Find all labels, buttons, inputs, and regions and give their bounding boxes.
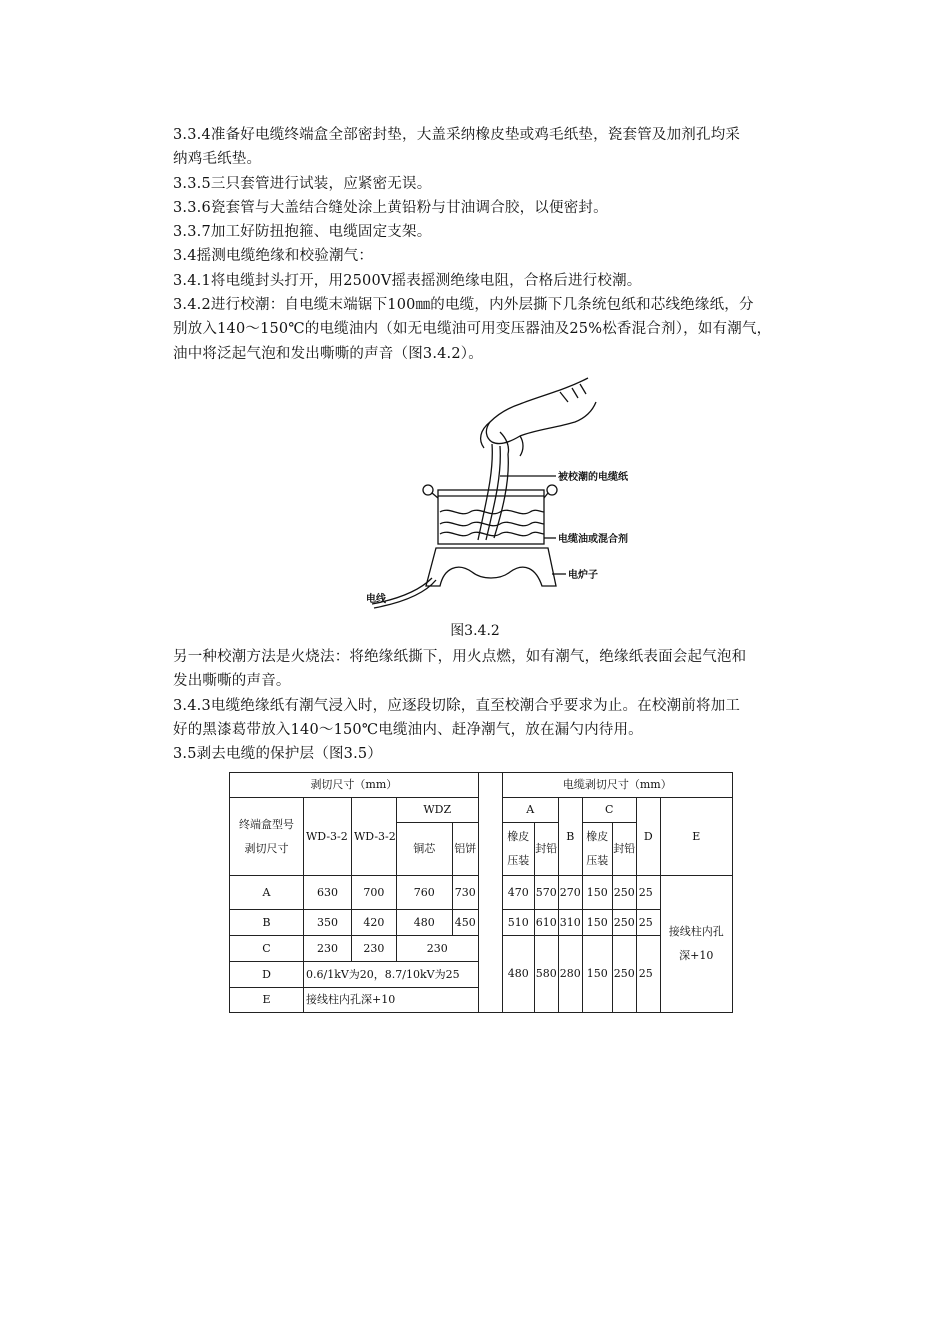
table-cell: 450 [452, 910, 478, 936]
paragraph-line: 3.4.2进行校潮：自电缆末端锯下100㎜的电缆，内外层撕下几条统包纸和芯线绝缘纸，分 [173, 297, 754, 314]
paragraph-line: 3.3.4准备好电缆终端盒全部密封垫，大盖采纳橡皮垫或鸡毛纸垫，瓷套管及加剂孔均采 [173, 127, 741, 143]
col-e: E [660, 798, 732, 876]
c-seal-header: 封铅 [612, 823, 636, 876]
table-cell: 610 [534, 910, 558, 936]
table-cell: 250 [612, 910, 636, 936]
a-rubber-header [502, 823, 534, 876]
row-label: E [230, 988, 304, 1013]
table-cell: 480 [396, 910, 452, 936]
table-cell: 510 [502, 910, 534, 936]
table-cell: 250 [612, 876, 636, 910]
table-cell: 0.6/1kV为20，8.7/10kV为25 [304, 962, 479, 988]
paragraph-line: 3.3.5三只套管进行试装，应紧密无误。 [173, 175, 432, 192]
table-cell: 230 [352, 936, 397, 962]
table-cell: 480 [502, 936, 534, 1013]
col-wd-2: WD-3-2 [352, 798, 397, 876]
paragraph-line: 3.3.7加工好防扭抱箍、电缆固定支架。 [173, 224, 432, 241]
figure-caption: 图3.4.2 [450, 623, 500, 639]
stripping-dimension-table [229, 772, 733, 1013]
left-table-title: 剥切尺寸（mm） [230, 773, 479, 798]
e-merged-line1: 接线柱内孔 [668, 925, 724, 938]
electric-stove [426, 548, 556, 586]
type-header-line1: 终端盒型号 [239, 817, 294, 831]
col-lead: 铝饼 [452, 823, 478, 876]
table-cell: 接线柱内孔深+10 [304, 988, 479, 1013]
table-cell: 570 [534, 876, 558, 910]
top-paragraphs [173, 123, 853, 366]
label-stove: 电炉子 [568, 570, 598, 581]
label-cable-paper: 被校潮的电缆纸 [558, 472, 628, 483]
table-cell: 230 [304, 936, 352, 962]
pot-handle-left [423, 485, 433, 495]
oil-wave [440, 532, 544, 536]
table-cell: 580 [534, 936, 558, 1013]
label-wire: 电线 [366, 594, 386, 605]
table-cell: 25 [636, 910, 660, 936]
e-merged-line2: 深+10 [679, 949, 714, 962]
paragraph-line: 别放入140～150℃的电缆油内（如无电缆油可用变压器油及25%松香混合剂），如有潮气， [173, 321, 772, 338]
type-header-line2: 剥切尺寸 [244, 841, 289, 855]
table-cell: 25 [636, 876, 660, 910]
col-copper: 铜芯 [396, 823, 452, 876]
paragraph-line: 3.3.6瓷套管与大盖结合缝处涂上黄铅粉与甘油调合胶，以便密封。 [173, 199, 608, 216]
col-b: B [558, 798, 582, 876]
e-merged-cell [660, 876, 732, 1013]
bottom-paragraphs [173, 645, 853, 766]
row-label: A [230, 876, 304, 910]
table-cell: 280 [558, 936, 582, 1013]
col-a: A [502, 798, 558, 823]
rubber-line1: 橡皮 [586, 830, 609, 843]
table-cell: 150 [582, 876, 612, 910]
col-d: D [636, 798, 660, 876]
rubber-line2: 压装 [507, 854, 530, 867]
table-gap [478, 773, 502, 1013]
table-cell: 700 [352, 876, 397, 910]
rubber-line1: 橡皮 [507, 830, 530, 843]
moisture-test-figure [360, 372, 660, 612]
row-label: D [230, 962, 304, 988]
type-header [230, 798, 304, 876]
stripping-dimension-table-wrap [229, 772, 733, 1013]
right-table-title: 电缆剥切尺寸（mm） [502, 773, 732, 798]
table-cell: 310 [558, 910, 582, 936]
paragraph-line: 油中将泛起气泡和发出嘶嘶的声音（图3.4.2）。 [173, 345, 483, 362]
paragraph-line: 纳鸡毛纸垫。 [173, 151, 262, 168]
paragraph-line: 好的黑漆葛带放入140～150℃电缆油内、赶净潮气，放在漏勺内待用。 [173, 721, 643, 738]
table-cell: 230 [396, 936, 478, 962]
table-cell: 25 [636, 936, 660, 1013]
rubber-line2: 压装 [586, 854, 609, 867]
table-cell: 150 [582, 910, 612, 936]
paragraph-line: 3.5剥去电缆的保护层（图3.5） [173, 746, 383, 763]
paragraph-line: 另一种校潮方法是火烧法：将绝缘纸撕下，用火点燃，如有潮气，绝缘纸表面会起气泡和 [173, 649, 747, 665]
paragraph-line: 3.4.1将电缆封头打开，用2500V摇表摇测绝缘电阻，合格后进行校潮。 [173, 272, 642, 289]
table-cell: 420 [352, 910, 397, 936]
table-cell: 150 [582, 936, 612, 1013]
table-cell: 730 [452, 876, 478, 910]
hand-illustration [486, 378, 596, 444]
paragraph-line: 3.4.3电缆绝缘纸有潮气浸入时，应逐段切除，直至校潮合乎要求为止。在校潮前将加工 [173, 697, 741, 714]
table-cell: 630 [304, 876, 352, 910]
paragraph-line: 3.4摇测电缆绝缘和校验潮气： [173, 248, 374, 265]
oil-wave [440, 522, 544, 526]
pot-handle-right [547, 485, 557, 495]
row-label: B [230, 910, 304, 936]
table-cell: 350 [304, 910, 352, 936]
table-cell: 470 [502, 876, 534, 910]
label-oil: 电缆油或混合剂 [558, 534, 628, 545]
table-cell: 270 [558, 876, 582, 910]
col-wd-1: WD-3-2 [304, 798, 352, 876]
col-c: C [582, 798, 636, 823]
col-wdz: WDZ [396, 798, 478, 823]
paragraph-line: 发出嘶嘶的声音。 [173, 673, 291, 690]
c-rubber-header [582, 823, 612, 876]
a-seal-header: 封铅 [534, 823, 558, 876]
row-label: C [230, 936, 304, 962]
table-cell: 760 [396, 876, 452, 910]
table-cell: 250 [612, 936, 636, 1013]
